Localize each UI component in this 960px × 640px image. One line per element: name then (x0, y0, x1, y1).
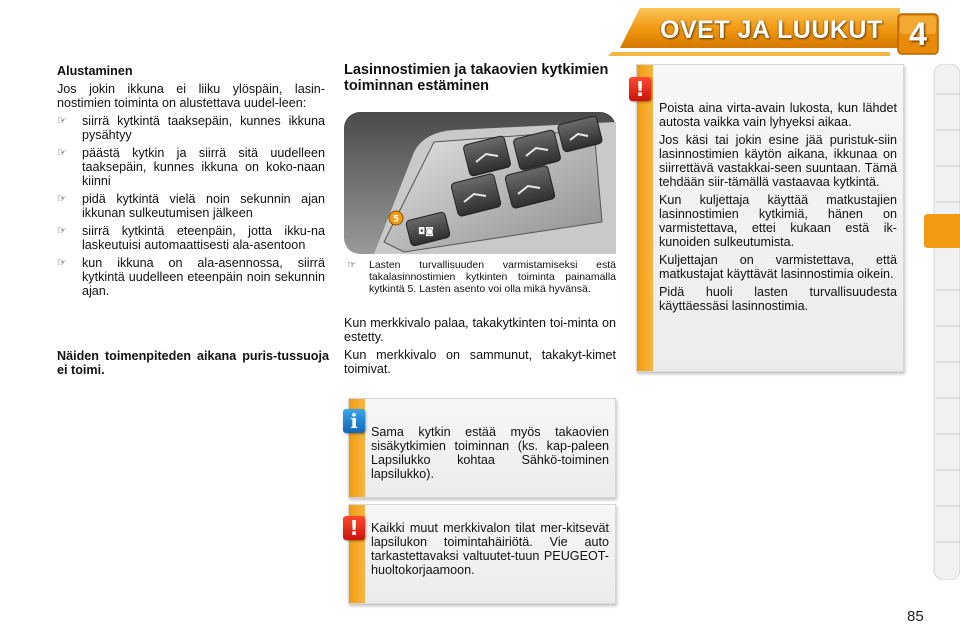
chapter-number: 4 (909, 16, 927, 52)
page-title: OVET JA LUUKUT (660, 16, 883, 44)
photo-caption: ☞ Lasten turvallisuuden varmistamiseksi estä takalasinnostimien kytkinten toiminta painamalla kytkintä 5. Lasten asento voi olla mikä hyvänsä. (347, 259, 616, 295)
pointing-hand-icon: ☞ (57, 193, 67, 205)
section-heading-initialization: Alustaminen (57, 64, 133, 78)
warning-icon: ! (629, 77, 651, 101)
paragraph: Kun merkkivalo palaa, takakytkinten toi-minta on estetty. (344, 316, 616, 344)
window-switch-panel-photo (344, 112, 616, 254)
paragraph: Pidä huoli lasten turvallisuudesta käyttäessäsi lasinnostimia. (659, 285, 897, 313)
middle-column (344, 62, 616, 94)
section-heading-child-lock: Lasinnostimien ja takaovien kytkimien toiminnan estäminen (344, 62, 609, 94)
paragraph: Kuljettajan on varmistettava, että matkustajat käyttävät lasinnostimia oikein. (659, 253, 897, 281)
info-icon: i (343, 409, 365, 433)
info-box (348, 398, 616, 498)
info-box-text: Sama kytkin estää myös takaovien sisäkytkimien toiminnan (ks. kap-paleen Lapsilukko kohtaa Sähkö-toiminen lapsilukko). (371, 425, 609, 481)
left-column (57, 64, 325, 302)
anti-pinch-note: Näiden toimenpiteden aikana puris-tussuoja ei toimi. (57, 349, 329, 377)
warning-box-paragraphs (659, 101, 897, 317)
paragraph: Poista aina virta-avain lukosta, kun lähdet autosta vaikka vain lyhyeksi aikaa. (659, 101, 897, 129)
warning-box-safety (636, 64, 904, 372)
paragraph: Kun kuljettaja käyttää matkustajien lasinnostimien kytkimiä, hänen on varmistettava, ettei kukaan estä ik-kunoiden sulkeutumista. (659, 193, 897, 249)
list-item: ☞ siirrä kytkintä eteenpäin, jotta ikku-na laskeutuisi automaattisesti ala-asentoon (57, 224, 325, 252)
steps-list (57, 114, 325, 298)
box-accent-stripe (637, 65, 653, 371)
pointing-hand-icon: ☞ (57, 147, 67, 159)
indicator-paragraphs (344, 316, 616, 380)
callout-number: 5 (392, 214, 400, 225)
list-item: ☞ päästä kytkin ja siirrä sitä uudelleen taaksepäin, kunnes ikkuna on koko-naan kiinni (57, 146, 325, 188)
pointing-hand-icon: ☞ (57, 257, 67, 269)
paragraph: Jos käsi tai jokin esine jää puristuk-siin lasinnostimien käytön aikana, ikkunaa on siirrettävä vastakkai-seen suuntaan. Tämä tehdään siir-tämällä vastaavaa kytkintä. (659, 133, 897, 189)
list-item: ☞ kun ikkuna on ala-asennossa, siirrä kytkintä uudelleen eteenpäin noin sekunnin ajan. (57, 256, 325, 298)
intro-paragraph: Jos jokin ikkuna ei liiku ylöspäin, lasin-nostimien toiminta on alustettava uudel-leen: (57, 82, 325, 110)
svg-text:◘◙: ◘◙ (418, 227, 434, 237)
warning-box-child-lock-fault (348, 504, 616, 604)
pointing-hand-icon: ☞ (57, 225, 67, 237)
warning-box-text: Kaikki muut merkkivalon tilat mer-kitsevät lapsilukon toimintahäiriötä. Vie auto tarkastettavaksi valtuutet-tuun PEUGEOT-huoltokorjaamoon. (371, 521, 609, 577)
chapter-tab-strip[interactable] (924, 64, 960, 580)
paragraph: Kun merkkivalo on sammunut, takakyt-kimet toimivat. (344, 348, 616, 376)
list-item: ☞ pidä kytkintä vielä noin sekunnin ajan ikkunan sulkeutumisen jälkeen (57, 192, 325, 220)
warning-icon: ! (343, 516, 365, 540)
page-number: 85 (907, 608, 924, 625)
pointing-hand-icon: ☞ (57, 115, 67, 127)
pointing-hand-icon: ☞ (347, 259, 357, 271)
list-item: ☞ siirrä kytkintä taaksepäin, kunnes ikkuna pysähtyy (57, 114, 325, 142)
